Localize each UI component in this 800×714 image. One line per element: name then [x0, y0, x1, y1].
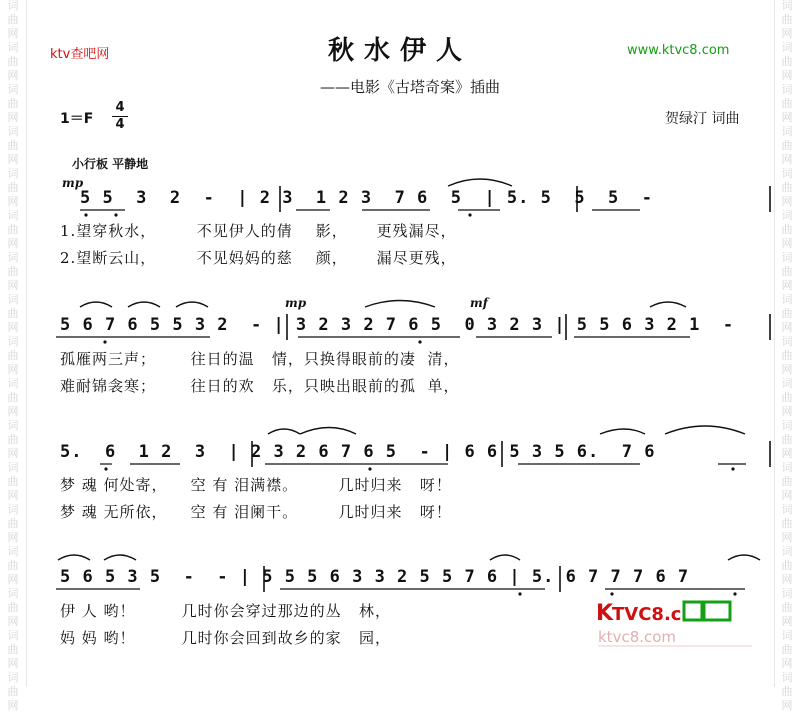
side-watermark-char: 词: [781, 587, 793, 600]
side-watermark-char: 曲: [7, 475, 19, 488]
side-watermark-char: 网: [781, 573, 793, 586]
side-watermark-char: 词: [781, 83, 793, 96]
notation-row-1: 5 5 3 2 - | 2 3 1 2 3 7 6 5 | 5. 5 5 5 -: [80, 188, 653, 208]
octave-dot: [731, 467, 734, 470]
svg-text:TVC8.c: TVC8.c: [612, 604, 682, 625]
time-signature-bottom: 4: [115, 117, 125, 132]
side-watermark-char: 网: [7, 69, 19, 82]
side-watermark-char: 曲: [781, 265, 793, 278]
side-watermark-char: 网: [781, 321, 793, 334]
side-watermark-char: 曲: [781, 13, 793, 26]
svg-text:ktvc8.com: ktvc8.com: [598, 628, 677, 646]
side-watermark-char: 曲: [7, 433, 19, 446]
song-subtitle: ——电影《古塔奇案》插曲: [320, 78, 501, 96]
side-watermark-char: 曲: [781, 517, 793, 530]
slur: [665, 426, 745, 434]
side-watermark-char: 曲: [7, 265, 19, 278]
octave-dot: [114, 213, 117, 216]
side-watermark-char: 网: [7, 405, 19, 418]
side-watermark-char: 词: [781, 209, 793, 222]
dynamic-marking: mp: [285, 296, 307, 310]
slur: [490, 555, 520, 560]
side-watermark-char: 网: [7, 657, 19, 670]
slur: [176, 302, 208, 307]
slur: [448, 179, 512, 186]
side-watermark-char: 网: [781, 237, 793, 250]
lyrics-row-3-verse-2: 梦 魂 无所依， 空 有 泪阑干。 几时归来 呀！: [60, 503, 452, 521]
side-watermark-char: 曲: [781, 643, 793, 656]
side-watermark-char: 词: [7, 41, 19, 54]
octave-dot: [468, 213, 471, 216]
side-watermark-char: 曲: [7, 391, 19, 404]
side-watermark-char: 曲: [7, 601, 19, 614]
side-watermark-char: 曲: [781, 391, 793, 404]
credit: 贺绿汀 词曲: [665, 111, 740, 127]
side-watermark-char: 词: [7, 251, 19, 264]
slur: [104, 555, 136, 560]
side-watermark-char: 网: [7, 321, 19, 334]
side-watermark-char: 网: [7, 153, 19, 166]
notation-row-2: 5 6 7 6 5 5 3 2 - | 3 2 3 2 7 6 5 0 3 2 3 | 5 5 6 3 2 1 -: [60, 315, 735, 335]
slur: [268, 429, 300, 434]
lyrics-row-2-verse-1: 孤雁两三声； 往日的温 情，只换得眼前的凄 清，: [60, 350, 460, 368]
side-watermark-char: 词: [781, 377, 793, 390]
side-watermark-char: 网: [781, 363, 793, 376]
side-watermark-char: 曲: [7, 55, 19, 68]
octave-dot: [518, 592, 521, 595]
side-watermark-char: 网: [781, 279, 793, 292]
side-watermark-char: 网: [781, 69, 793, 82]
side-watermark-char: 网: [781, 405, 793, 418]
side-watermark-char: 词: [7, 209, 19, 222]
side-watermark-char: 词: [7, 0, 19, 12]
side-watermark-char: 词: [781, 41, 793, 54]
side-watermark-char: 曲: [781, 433, 793, 446]
side-watermark-char: 曲: [781, 685, 793, 698]
side-watermark-char: 词: [7, 545, 19, 558]
side-watermark-char: 网: [781, 153, 793, 166]
side-watermark-char: 曲: [7, 139, 19, 152]
octave-dot: [103, 340, 106, 343]
side-watermark-char: 词: [781, 419, 793, 432]
svg-text:K: K: [596, 601, 614, 626]
side-watermark-char: 曲: [781, 559, 793, 572]
octave-dot: [104, 467, 107, 470]
side-watermark-char: 词: [7, 629, 19, 642]
side-watermark-char: 词: [781, 167, 793, 180]
slur: [300, 428, 356, 435]
side-watermark-char: 网: [7, 27, 19, 40]
side-watermark-char: 词: [7, 461, 19, 474]
ktvc8-logo: [592, 596, 762, 654]
side-watermark-char: 曲: [7, 517, 19, 530]
side-watermark-char: 曲: [781, 181, 793, 194]
side-watermark-char: 词: [7, 335, 19, 348]
lyrics-row-4-verse-2: 妈 妈 哟！ 几时你会回到故乡的家 园，: [60, 629, 391, 647]
side-watermark-char: 词: [7, 671, 19, 684]
side-watermark-char: 网: [7, 363, 19, 376]
watermark-right: www.ktvc8.com: [627, 43, 730, 58]
time-signature-top: 4: [115, 100, 125, 115]
side-watermark-char: 网: [781, 531, 793, 544]
side-watermark-char: 词: [7, 83, 19, 96]
side-watermark-char: 曲: [7, 223, 19, 236]
side-watermark-char: 网: [7, 447, 19, 460]
side-watermark-char: 词: [781, 335, 793, 348]
side-watermark-char: 曲: [781, 349, 793, 362]
side-watermark-char: 网: [7, 111, 19, 124]
slur: [128, 302, 160, 307]
side-watermark-char: 词: [781, 461, 793, 474]
side-watermark-char: 网: [781, 195, 793, 208]
side-watermark-char: 网: [7, 615, 19, 628]
side-watermark-char: 词: [7, 377, 19, 390]
side-watermark-char: 词: [781, 671, 793, 684]
side-watermark-char: 网: [781, 489, 793, 502]
side-watermark-char: 网: [7, 489, 19, 502]
side-watermark-char: 网: [7, 279, 19, 292]
side-watermark-char: 曲: [7, 559, 19, 572]
octave-dot: [418, 340, 421, 343]
side-watermark-char: 网: [781, 447, 793, 460]
octave-dot: [84, 213, 87, 216]
side-watermark-char: 词: [7, 167, 19, 180]
side-watermark-char: 词: [781, 0, 793, 12]
slur: [365, 301, 435, 308]
side-watermark-char: 曲: [7, 307, 19, 320]
side-watermark-char: 曲: [781, 307, 793, 320]
side-watermark-char: 网: [781, 699, 793, 712]
side-watermark-char: 网: [7, 195, 19, 208]
lyrics-row-1-verse-2: 2.望断云山， 不见妈妈的慈 颜， 漏尽更残，: [60, 249, 457, 267]
lyrics-row-4-verse-1: 伊 人 哟！ 几时你会穿过那边的丛 林，: [60, 602, 391, 620]
side-watermark-char: 曲: [781, 223, 793, 236]
octave-dot: [368, 467, 371, 470]
side-watermark-char: 网: [7, 573, 19, 586]
side-watermark-char: 词: [781, 629, 793, 642]
side-watermark-char: 网: [781, 657, 793, 670]
lyrics-row-2-verse-2: 难耐锦衾寒； 往日的欢 乐，只映出眼前的孤 单，: [60, 377, 460, 395]
side-watermark-char: 网: [7, 531, 19, 544]
side-watermark-char: 词: [7, 587, 19, 600]
slur: [80, 302, 112, 307]
lyrics-row-1-verse-1: 1.望穿秋水， 不见伊人的倩 影， 更残漏尽，: [60, 222, 457, 240]
dynamic-marking: mf: [470, 296, 488, 310]
side-watermark-char: 曲: [781, 139, 793, 152]
tempo-marking: 小行板 平静地: [72, 157, 149, 171]
notation-row-4: 5 6 5 3 5 - - | 5 5 5 6 3 3 2 5 5 7 6 | 5. 6 7 7 7 6 7: [60, 567, 690, 587]
side-watermark-char: 词: [781, 503, 793, 516]
side-watermark-char: 词: [781, 545, 793, 558]
notation-row-3: 5. 6 1 2 3 | 2 3 2 6 7 6 5 - | 6 6 5 3 5 6. 7 6: [60, 442, 656, 462]
slur: [58, 555, 90, 560]
side-watermark-char: 词: [7, 293, 19, 306]
side-watermark-char: 曲: [7, 13, 19, 26]
slur: [600, 429, 645, 434]
side-watermark-char: 曲: [781, 601, 793, 614]
slur: [728, 555, 760, 560]
side-watermark-char: 曲: [781, 55, 793, 68]
side-watermark-char: 词: [7, 503, 19, 516]
song-title: 秋水伊人: [327, 36, 472, 66]
side-watermark-char: 词: [781, 293, 793, 306]
key-signature: 1＝F: [60, 111, 94, 127]
side-watermark-char: 词: [781, 125, 793, 138]
lyrics-row-3-verse-1: 梦 魂 何处寄， 空 有 泪满襟。 几时归来 呀！: [60, 476, 452, 494]
side-watermark-char: 曲: [7, 685, 19, 698]
side-watermark-char: 曲: [781, 97, 793, 110]
dynamic-marking: mp: [62, 176, 84, 190]
side-watermark-char: 网: [781, 27, 793, 40]
side-watermark-char: 网: [7, 699, 19, 712]
side-watermark-char: 词: [7, 125, 19, 138]
side-watermark-char: 网: [7, 237, 19, 250]
side-watermark-char: 词: [781, 251, 793, 264]
side-watermark-char: 曲: [7, 643, 19, 656]
side-watermark-char: 曲: [781, 475, 793, 488]
side-watermark-char: 网: [781, 111, 793, 124]
side-watermark-char: 词: [7, 419, 19, 432]
watermark-left: ktv查吧网: [50, 47, 110, 62]
side-watermark-char: 曲: [7, 349, 19, 362]
slur: [650, 302, 686, 307]
side-watermark-char: 曲: [7, 181, 19, 194]
side-watermark-char: 网: [781, 615, 793, 628]
side-watermark-char: 曲: [7, 97, 19, 110]
